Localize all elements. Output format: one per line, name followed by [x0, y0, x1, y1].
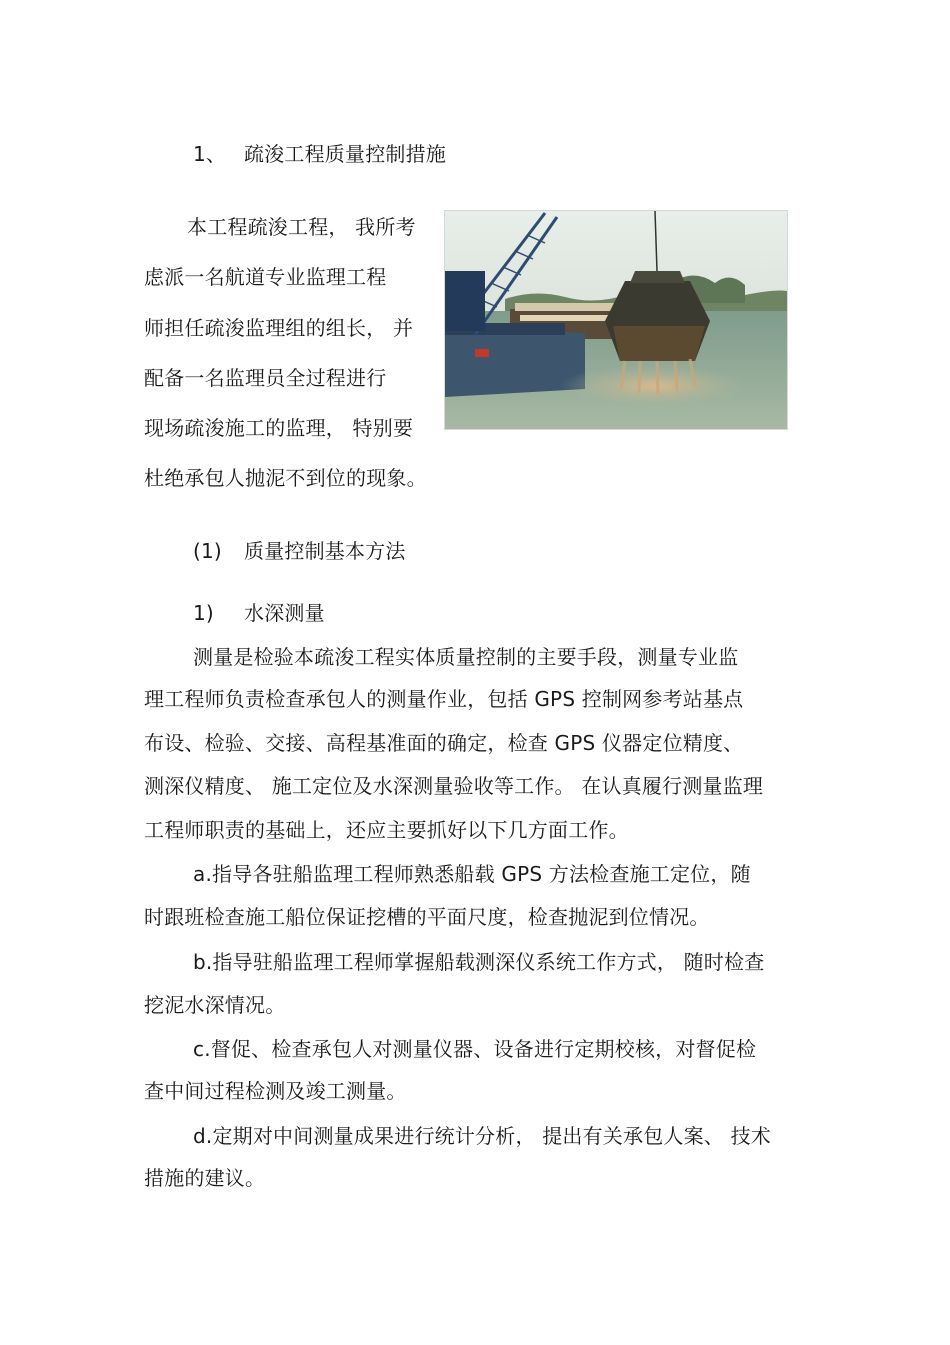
subsection-title: 质量控制基本方法 [244, 539, 406, 563]
paragraph-line: b.指导驻船监理工程师掌握船载测深仪系统工作方式， 随时检查 [193, 950, 765, 974]
paragraph-line: 布设、检验、交接、高程基准面的确定，检查 GPS 仪器定位精度、 [144, 731, 744, 755]
paragraph-line: 测量是检验本疏浚工程实体质量控制的主要手段，测量专业监 [193, 645, 739, 669]
paragraph-line: 测深仪精度、 施工定位及水深测量验收等工作。 在认真履行测量监理 [144, 774, 764, 798]
intro-line: 师担任疏浚监理组的组长， 并 [144, 316, 414, 340]
paragraph-line: 理工程师负责检查承包人的测量作业，包括 GPS 控制网参考站基点 [144, 687, 744, 711]
paragraph-line: 工程师职责的基础上，还应主要抓好以下几方面工作。 [144, 818, 629, 842]
paragraph-line: 查中间过程检测及竣工测量。 [144, 1079, 407, 1103]
item-title: 水深测量 [244, 601, 325, 625]
section-title: 疏浚工程质量控制措施 [244, 142, 446, 166]
dredger-photo-drawing [445, 211, 787, 429]
subsection-number: (1) [193, 539, 222, 563]
paragraph-line: a.指导各驻船监理工程师熟悉船载 GPS 方法检查施工定位，随 [193, 862, 751, 886]
paragraph-line: 措施的建议。 [144, 1166, 266, 1190]
paragraph-line: d.定期对中间测量成果进行统计分析， 提出有关承包人案、 技术 [193, 1124, 771, 1148]
dredger-photo [444, 210, 788, 430]
intro-line: 配备一名监理员全过程进行 [144, 366, 387, 390]
paragraph-line: 时跟班检查施工船位保证挖槽的平面尺度，检查抛泥到位情况。 [144, 905, 710, 929]
paragraph-line: c.督促、检查承包人对测量仪器、设备进行定期校核，对督促检 [193, 1037, 757, 1061]
intro-line: 现场疏浚施工的监理， 特别要 [144, 416, 414, 440]
intro-line: 杜绝承包人抛泥不到位的现象。 [144, 466, 427, 490]
intro-line: 本工程疏浚工程， 我所考 [187, 215, 416, 239]
paragraph-line: 挖泥水深情况。 [144, 993, 286, 1017]
intro-line: 虑派一名航道专业监理工程 [144, 265, 387, 289]
section-number: 1、 [193, 142, 227, 166]
item-number: 1) [193, 601, 214, 625]
